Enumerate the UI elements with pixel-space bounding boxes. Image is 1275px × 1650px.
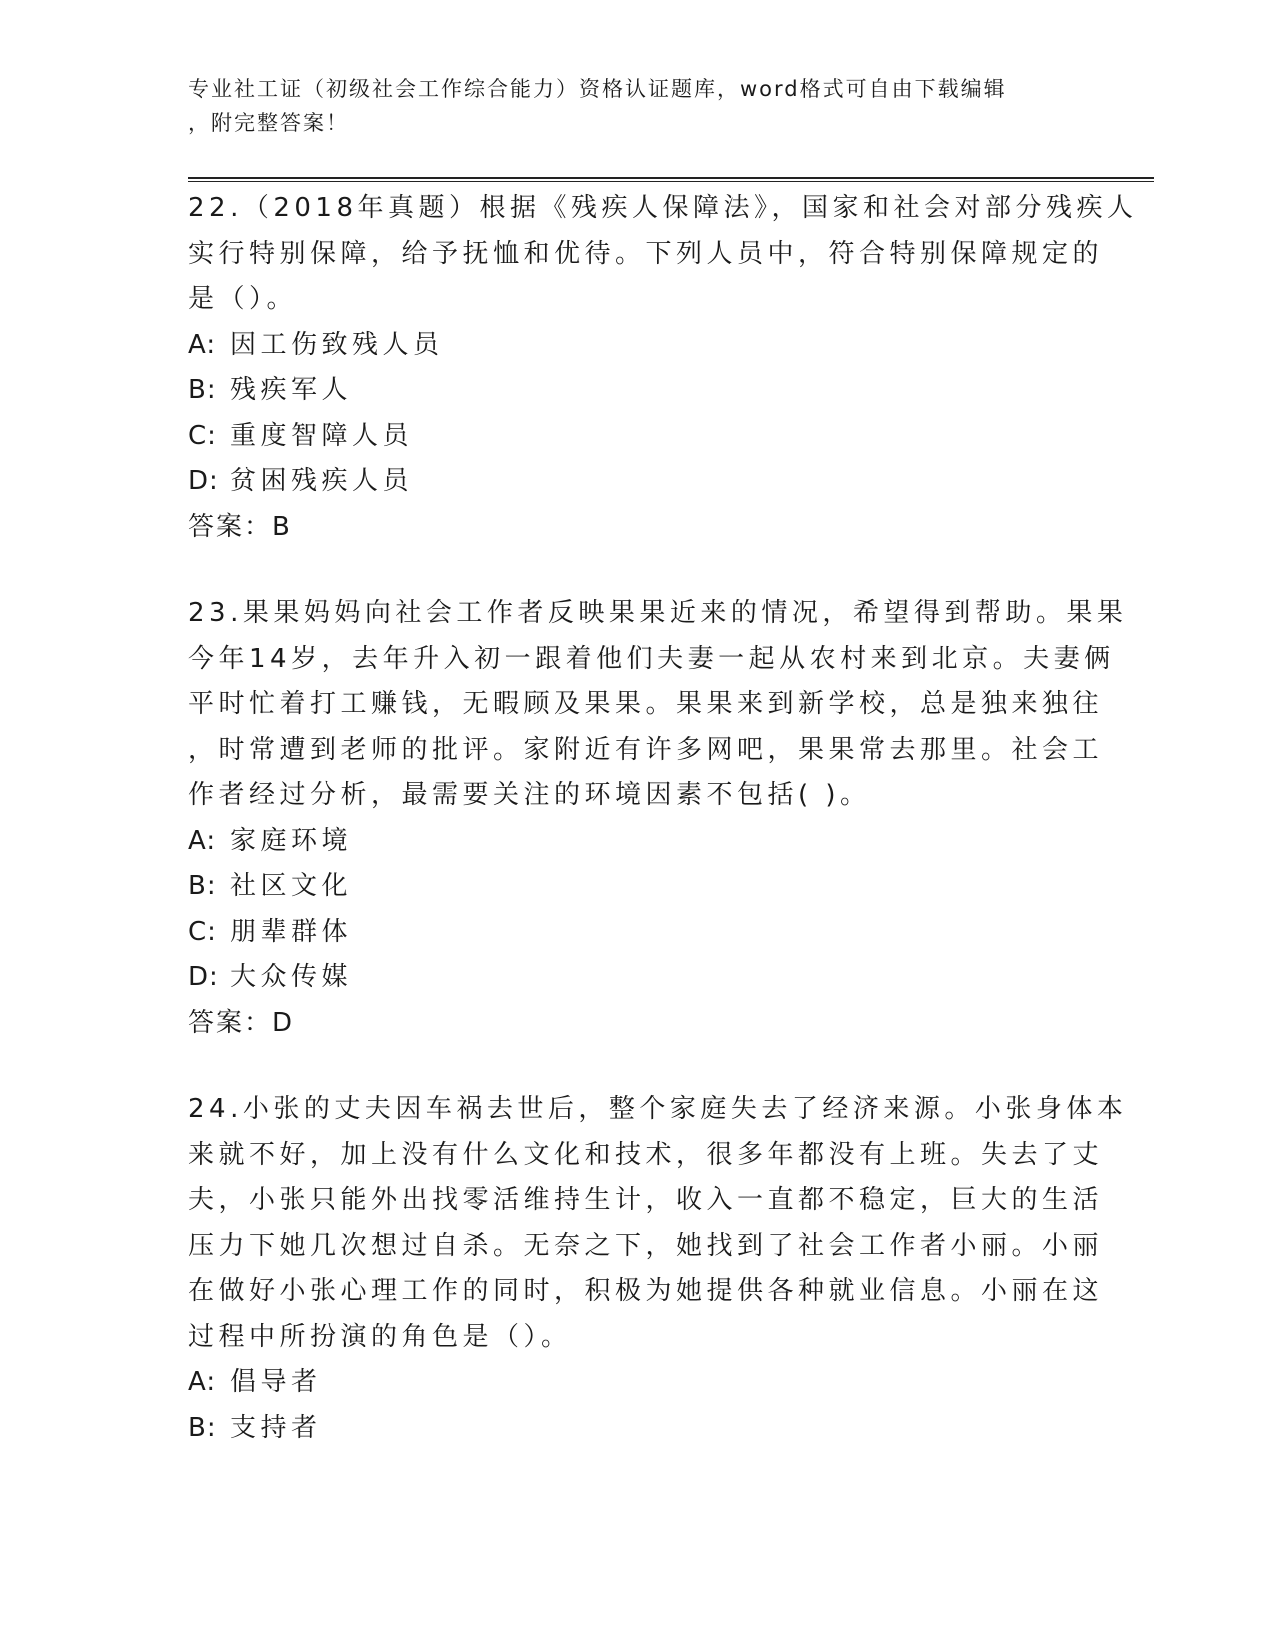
- header-divider: [188, 177, 1154, 182]
- question-text-line: ，时常遭到老师的批评。家附近有许多网吧，果果常去那里。社会工: [188, 734, 1104, 765]
- option-key: B:: [188, 1412, 217, 1443]
- question-text-line: 实行特别保障，给予抚恤和优待。下列人员中，符合特别保障规定的: [188, 238, 1104, 269]
- option-key: B:: [188, 375, 217, 405]
- option-text: 残疾军人: [230, 375, 353, 405]
- option-a: [188, 1360, 1088, 1406]
- answer: 答案：D: [188, 1007, 295, 1038]
- question-text-line: 平时忙着打工赚钱，无暇顾及果果。果果来到新学校，总是独来独往: [188, 689, 1104, 719]
- question-text-line: 夫，小张只能外出找零活维持生计，收入一直都不稳定，巨大的生活: [188, 1185, 1104, 1215]
- option-c: [188, 910, 1088, 956]
- question-23: [188, 591, 1128, 1046]
- option-key: A:: [188, 329, 217, 360]
- document-header: [188, 72, 1088, 140]
- option-b: [188, 864, 1088, 910]
- option-text: 社区文化: [230, 871, 353, 901]
- option-key: C:: [188, 420, 217, 451]
- option-text: 朋辈群体: [230, 916, 353, 947]
- option-d: [188, 459, 1088, 505]
- option-text: 大众传媒: [230, 962, 353, 992]
- question-text-line: 来就不好，加上没有什么文化和技术，很多年都没有上班。失去了丈: [188, 1139, 1104, 1170]
- question-text-line: 压力下她几次想过自杀。无奈之下，她找到了社会工作者小丽。小丽: [188, 1230, 1104, 1261]
- question-text-line: 23.果果妈妈向社会工作者反映果果近来的情况，希望得到帮助。果果: [188, 598, 1128, 628]
- question-text-line: 是（）。: [188, 284, 298, 314]
- header-line: 专业社工证（初级社会工作综合能力）资格认证题库，word格式可自由下载编辑: [188, 77, 1007, 101]
- option-key: B:: [188, 871, 217, 901]
- header-line: ，附完整答案！: [188, 111, 349, 135]
- option-key: A:: [188, 1367, 217, 1397]
- option-text: 贫困残疾人员: [230, 466, 414, 496]
- option-key: D:: [188, 962, 219, 992]
- option-key: C:: [188, 916, 217, 947]
- option-b: [188, 368, 1088, 414]
- question-text-line: 22.（2018年真题）根据《残疾人保障法》，国家和社会对部分残疾人: [188, 193, 1138, 223]
- option-a: [188, 819, 1088, 865]
- option-text: 倡导者: [230, 1367, 322, 1397]
- option-text: 因工伤致残人员: [230, 329, 444, 360]
- answer: 答案：B: [188, 511, 292, 542]
- option-d: [188, 955, 1088, 1001]
- option-text: 家庭环境: [230, 825, 353, 856]
- option-c: [188, 414, 1088, 460]
- question-text-line: 作者经过分析，最需要关注的环境因素不包括( )。: [188, 780, 871, 810]
- option-text: 支持者: [230, 1412, 322, 1443]
- question-text-line: 过程中所扮演的角色是（）。: [188, 1321, 572, 1352]
- question-22: [188, 186, 1138, 550]
- option-key: A:: [188, 825, 217, 856]
- question-24: [188, 1087, 1128, 1451]
- question-text-line: 24.小张的丈夫因车祸去世后，整个家庭失去了经济来源。小张身体本: [188, 1094, 1128, 1124]
- question-text-line: 在做好小张心理工作的同时，积极为她提供各种就业信息。小丽在这: [188, 1276, 1104, 1306]
- option-b: [188, 1406, 1088, 1452]
- question-text-line: 今年14岁，去年升入初一跟着他们夫妻一起从农村来到北京。夫妻俩: [188, 643, 1115, 674]
- option-a: [188, 323, 1088, 369]
- option-key: D:: [188, 466, 219, 496]
- question-list: [188, 186, 1138, 1492]
- option-text: 重度智障人员: [230, 420, 414, 451]
